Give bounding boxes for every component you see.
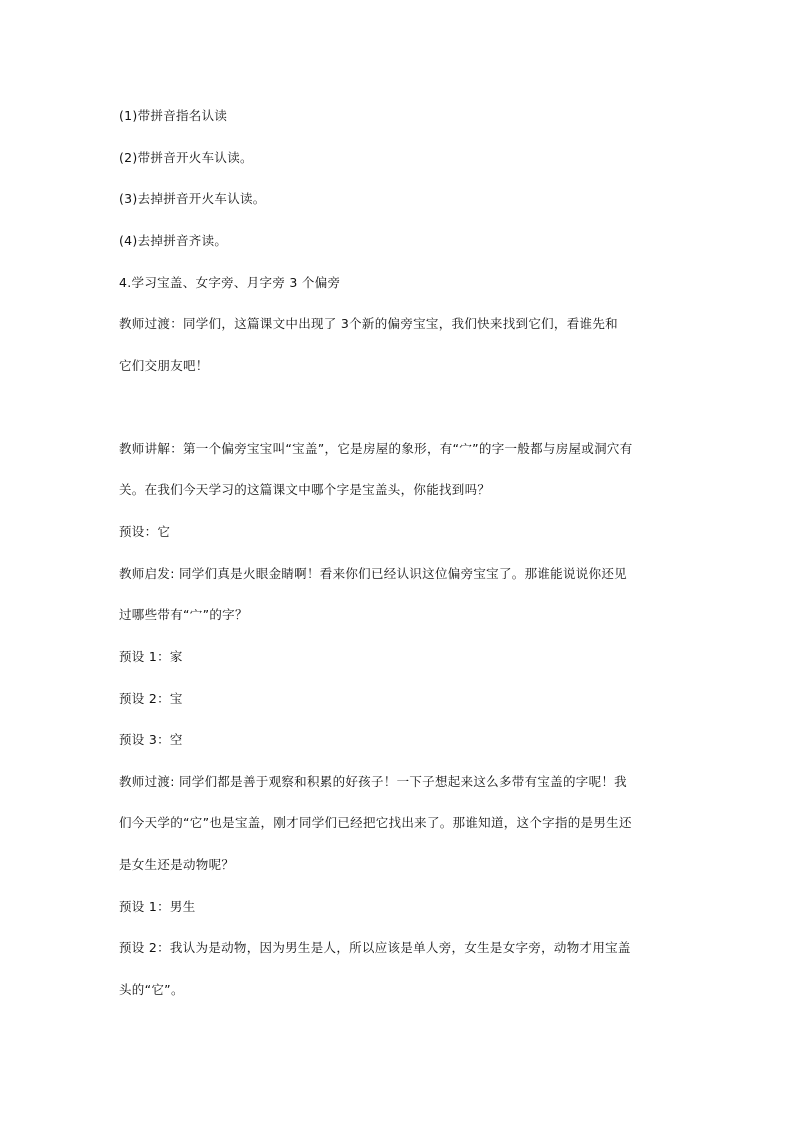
text-line: 预设 1：家 xyxy=(119,649,183,664)
text-line: 教师过渡：同学们，这篇课文中出现了 3个新的偏旁宝宝，我们快来找到它们，看谁先和 xyxy=(119,316,618,331)
text-line: 头的“它”。 xyxy=(119,982,184,997)
text-line: 预设 2：宝 xyxy=(119,691,183,706)
text-line: (3)去掉拼音开火车认读。 xyxy=(119,191,266,206)
text-line: (1)带拼音指名认读 xyxy=(119,108,228,123)
text-line: (2)带拼音开火车认读。 xyxy=(119,150,253,165)
text-line: 教师讲解：第一个偏旁宝宝叫“宝盖”，它是房屋的象形，有“宀”的字一般都与房屋或洞穴有 xyxy=(119,441,633,456)
text-line: (4)去掉拼音齐读。 xyxy=(119,233,228,248)
text-line: 们今天学的“它”也是宝盖，刚才同学们已经把它找出来了。那谁知道，这个字指的是男生还 xyxy=(119,815,632,830)
text-line: 教师启发: 同学们真是火眼金睛啊！看来你们已经认识这位偏旁宝宝了。那谁能说说你还见 xyxy=(119,566,627,581)
text-line: 它们交朋友吧！ xyxy=(119,358,209,373)
text-line: 是女生还是动物呢？ xyxy=(119,857,235,872)
text-line: 预设：它 xyxy=(119,524,171,539)
text-line: 关。在我们今天学习的这篇课文中哪个字是宝盖头，你能找到吗？ xyxy=(119,482,491,497)
text-line: 过哪些带有“宀”的字？ xyxy=(119,607,248,622)
text-line: 预设 3：空 xyxy=(119,732,183,747)
section-heading: 4.学习宝盖、女字旁、月字旁 3 个偏旁 xyxy=(119,275,341,290)
text-line: 预设 1：男生 xyxy=(119,899,196,914)
text-line: 教师过渡: 同学们都是善于观察和积累的好孩子！一下子想起来这么多带有宝盖的字呢！我 xyxy=(119,774,627,789)
text-line: 预设 2：我认为是动物，因为男生是人，所以应该是单人旁，女生是女字旁，动物才用宝盖 xyxy=(119,940,631,955)
